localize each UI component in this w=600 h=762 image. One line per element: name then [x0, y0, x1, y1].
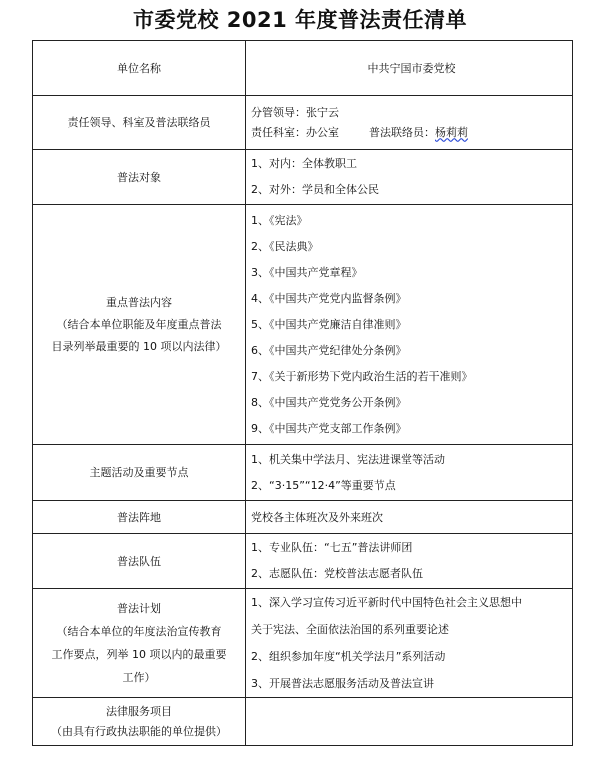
plan-item: 1、深入学习宣传习近平新时代中国特色社会主义思想中 [251, 596, 522, 609]
content-note: （结合本单位职能及年度重点普法 [56, 317, 222, 331]
list-item: 4、《中国共产党党内监督条例》 [251, 291, 407, 305]
content-label-cell [33, 205, 246, 445]
legal-note: （由具有行政执法职能的单位提供） [51, 724, 227, 738]
target-label: 普法对象 [33, 150, 246, 205]
plan-item: 关于宪法、全面依法治国的系列重要论述 [251, 623, 449, 636]
plan-item: 3、开展普法志愿服务活动及普法宣讲 [251, 677, 434, 690]
team-label: 普法队伍 [33, 534, 246, 589]
content-label: 重点普法内容 [106, 295, 172, 309]
responsibility-table [32, 40, 573, 746]
target-item: 2、对外：学员和全体公民 [251, 183, 379, 196]
legal-value [246, 698, 573, 746]
list-item: 1、《宪法》 [251, 213, 308, 227]
plan-note: 工作） [122, 671, 156, 684]
plan-note: （结合本单位的年度法治宣传教育 [56, 625, 222, 638]
activity-item: 2、“3·15”“12·4”等重要节点 [251, 478, 396, 492]
position-label: 普法阵地 [33, 501, 246, 534]
activities-label: 主题活动及重要节点 [33, 445, 246, 501]
list-item: 2、《民法典》 [251, 239, 319, 253]
legal-label: 法律服务项目 [106, 704, 172, 718]
plan-item: 2、组织参加年度“机关学法月”系列活动 [251, 650, 446, 663]
unit-name-value: 中共宁国市委党校 [246, 41, 573, 96]
team-item: 2、志愿队伍：党校普法志愿者队伍 [251, 567, 423, 580]
plan-label-cell [33, 589, 246, 698]
plan-list [246, 589, 573, 698]
table-row [33, 96, 573, 150]
legal-label-cell [33, 698, 246, 746]
list-item: 9、《中国共产党支部工作条例》 [251, 421, 407, 435]
leader-label: 责任领导、科室及普法联络员 [33, 96, 246, 150]
table-row [33, 445, 573, 501]
team-item: 1、专业队伍：“七五”普法讲师团 [251, 541, 413, 554]
list-item: 7、《关于新形势下党内政治生活的若干准则》 [251, 369, 473, 383]
plan-label: 普法计划 [117, 602, 161, 615]
dept-liaison-line [251, 123, 572, 143]
activities-cell [246, 445, 573, 501]
dept-text: 责任科室：办公室 [251, 125, 339, 139]
list-item: 8、《中国共产党党务公开条例》 [251, 395, 407, 409]
target-item: 1、对内：全体教职工 [251, 157, 357, 170]
list-item: 3、《中国共产党章程》 [251, 265, 363, 279]
liaison-name: 杨莉莉 [435, 125, 468, 139]
table-row [33, 534, 573, 589]
team-cell [246, 534, 573, 589]
content-list [246, 205, 573, 445]
list-item: 6、《中国共产党纪律处分条例》 [251, 343, 407, 357]
table-row [33, 698, 573, 746]
table-row [33, 41, 573, 96]
leader-line: 分管领导：张宁云 [251, 105, 339, 119]
table-row [33, 501, 573, 534]
table-row [33, 589, 573, 698]
target-cell [246, 150, 573, 205]
content-note: 目录列举最重要的 10 项以内法律） [51, 339, 227, 353]
list-item: 5、《中国共产党廉洁自律准则》 [251, 317, 407, 331]
document-title: 市委党校 2021 年度普法责任清单 [132, 8, 468, 32]
activity-item: 1、机关集中学法月、宪法进课堂等活动 [251, 452, 445, 466]
unit-name-label: 单位名称 [33, 41, 246, 96]
position-value: 党校各主体班次及外来班次 [246, 501, 573, 534]
leader-cell [246, 96, 573, 150]
liaison-prefix: 普法联络员： [369, 125, 435, 139]
table-row [33, 150, 573, 205]
plan-note: 工作要点，列举 10 项以内的最重要 [51, 648, 227, 661]
table-row [33, 205, 573, 445]
